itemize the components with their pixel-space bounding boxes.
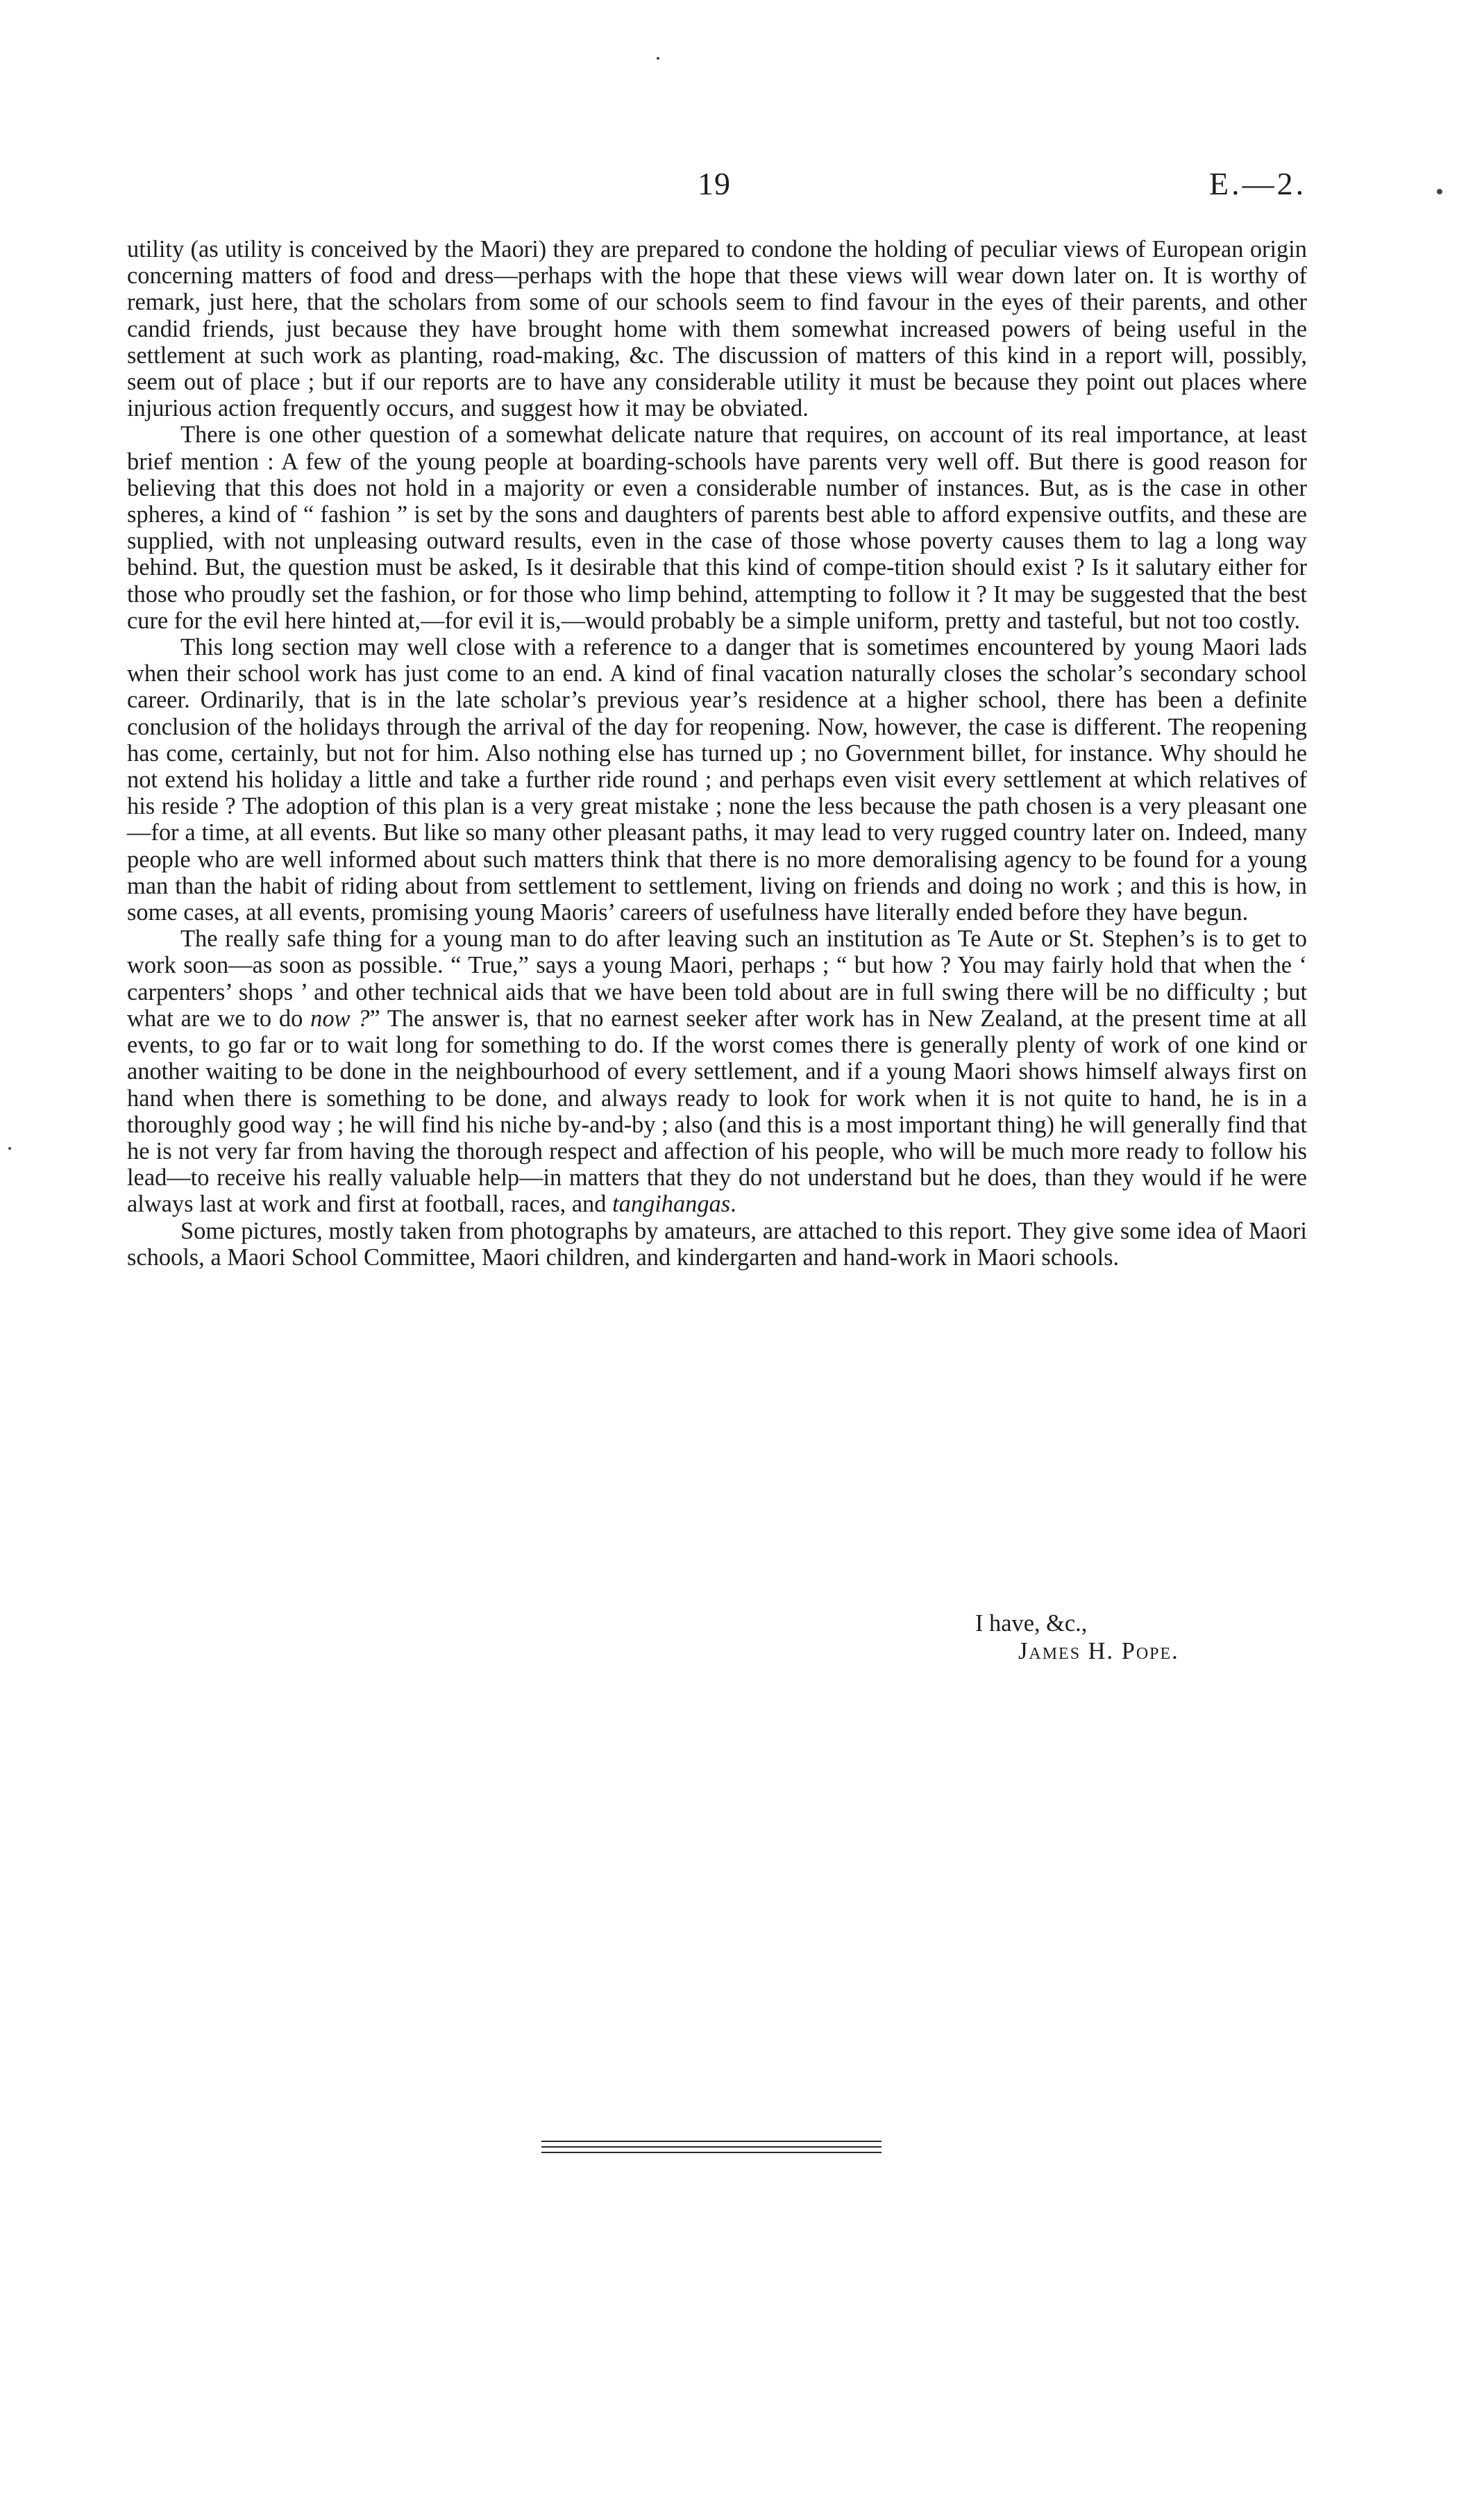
- paragraph-fashion: There is one other question of a somewhat delicate nature that requires, on account of its real importance, at least brief mention : A few of the young people at boarding-schools have parents very well off. But there is good reason for believing that this does not hold in a majority or even a considerable number of instances. But, as is the case in other spheres, a kind of “ fashion ” is set by the sons and daughters of parents best able to afford expensive outfits, and these are supplied, with not unpleasing outward results, even in the case of those whose poverty causes them to lag a long way behind. But, the question must be asked, Is it desirable that this kind of compe-tition should exist ? Is it salutary either for those who proudly set the fashion, or for those who limp behind, attempting to follow it ? It may be suggested that the best cure for the evil here hinted at,—for evil it is,—would probably be a simple uniform, pretty and tasteful, but not too costly.: [127, 421, 1307, 634]
- paragraph-vacation: This long section may well close with a reference to a danger that is sometimes encountered by young Maori lads when their school work has just come to an end. A kind of final vacation naturally closes the scholar’s secondary school career. Ordinarily, that is in the late scholar’s previous year’s residence at a higher school, there has been a definite conclusion of the holidays through the arrival of the day for reopening. Now, however, the case is different. The reopening has come, certainly, but not for him. Also nothing else has turned up ; no Government billet, for instance. Why should he not extend his holiday a little and take a further ride round ; and perhaps even visit every settlement at which relatives of his reside ? The adoption of this plan is a very great mistake ; none the less because the path chosen is a very pleasant one—for a time, at all events. But like so many other pleasant paths, it may lead to very rugged country later on. Indeed, many people who are well informed about such matters think that there is no more demoralising agency to be found for a young man than the habit of riding about from settlement to settlement, living on friends and doing no work ; and this is how, in some cases, at all events, promising young Maoris’ careers of usefulness have literally ended before they have begun.: [127, 634, 1307, 926]
- salutation: I have, &c.,: [975, 1610, 1088, 1637]
- page-number: 19: [698, 166, 731, 201]
- paragraph-work-part-1: The really safe thing for a young man to do after leaving such an institution as Te Aute or St. Stephen’s is to get to work soon—as soon as possible. “ True,” says a young Maori, perhaps ; “ but how ? You may fairly hold that when the ‘ carpenters’ shops ’ and other technical aids that we have been told about are in full swing there will be no difficulty ; but what are we to do: [127, 926, 1307, 1032]
- body-text: [127, 236, 1307, 1271]
- closing-block: [975, 1609, 1179, 1665]
- paragraph-work-end: .: [730, 1191, 736, 1218]
- signature: James H. Pope.: [1018, 1638, 1179, 1664]
- end-rule: [541, 2146, 882, 2148]
- scan-speck: [657, 57, 659, 60]
- emphasis-tangihangas: tangihangas: [612, 1191, 731, 1218]
- end-rule: [541, 2141, 882, 2142]
- report-code: E.—2.: [1209, 166, 1307, 201]
- emphasis-now: now ?: [310, 1005, 370, 1032]
- end-rule: [541, 2152, 882, 2153]
- paragraph-work: [127, 926, 1307, 1217]
- paragraph-pictures: Some pictures, mostly taken from photographs by amateurs, are attached to this report. They give some idea of Maori schools, a Maori School Committee, Maori children, and kindergarten and hand-work in Maori schools.: [127, 1217, 1307, 1271]
- scan-speck: [8, 1147, 11, 1150]
- paragraph-work-part-2: ” The answer is, that no earnest seeker after work has in New Zealand, at the present time at all events, to go far or to wait long for something to do. If the worst comes there is generally plenty of work of one kind or another waiting to be done in the neighbourhood of every settlement, and if a young Maori shows himself always first on hand when there is something to be done, and always ready to look for work when it is not quite to hand, he is in a thoroughly good way ; he will find his niche by-and-by ; also (and this is a most important thing) he will generally find that he is not very far from having the thorough respect and affection of his people, who will be much more ready to follow his lead—to receive his really valuable help—in matters that they do not understand but he does, than they would if he were always last at work and first at football, races, and: [127, 1005, 1308, 1218]
- scan-speck: [1437, 189, 1442, 194]
- paragraph-continuation: utility (as utility is conceived by the Maori) they are prepared to condone the holding of peculiar views of European origin concerning matters of food and dress—perhaps with the hope that these views will wear down later on. It is worthy of remark, just here, that the scholars from some of our schools seem to find favour in the eyes of their parents, and other candid friends, just because they have brought home with them somewhat increased powers of being useful in the settlement at such work as planting, road-making, &c. The discussion of matters of this kind in a report will, possibly, seem out of place ; but if our reports are to have any considerable utility it must be because they point out places where injurious action frequently occurs, and suggest how it may be obviated.: [127, 236, 1307, 422]
